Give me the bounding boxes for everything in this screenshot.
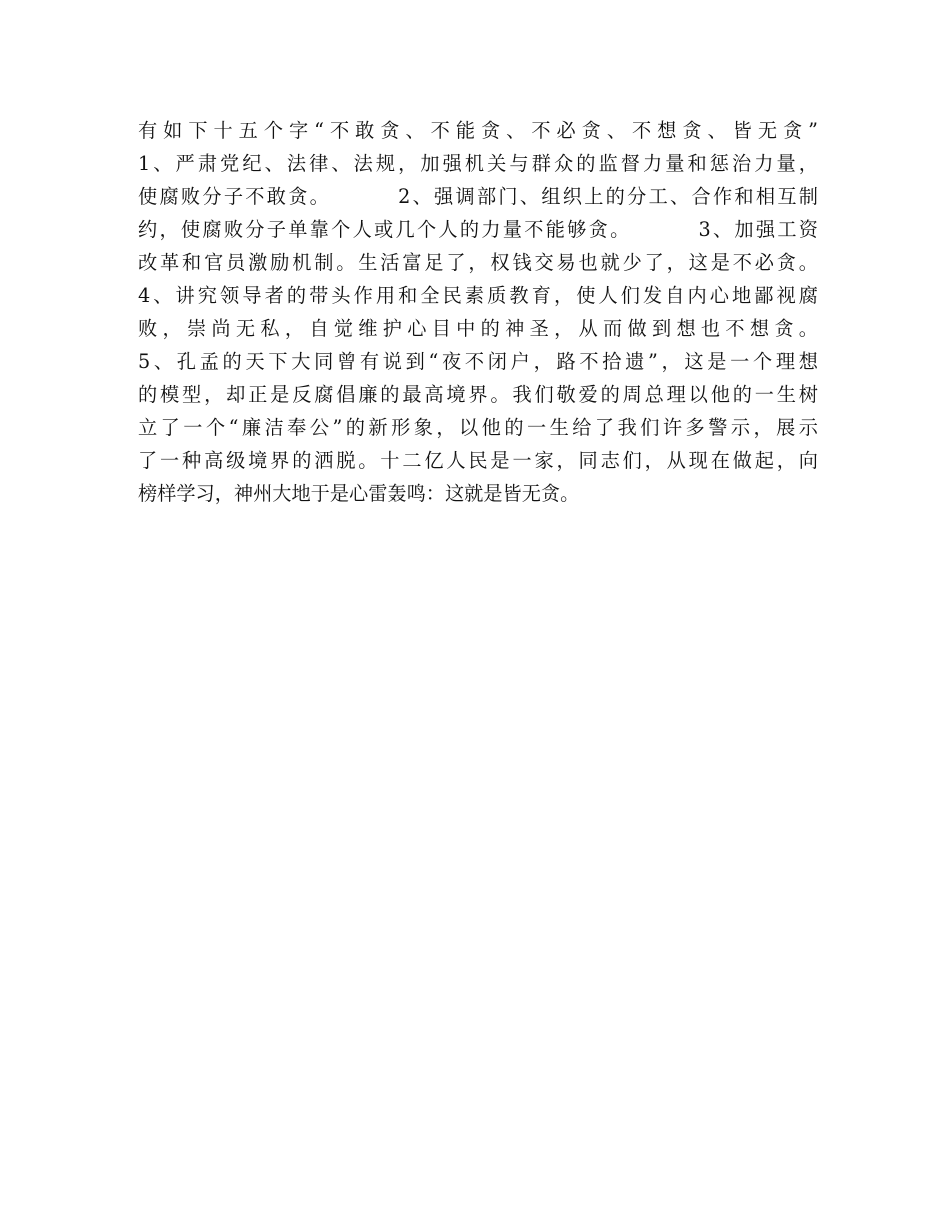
text-line-1: 有如下十五个字“不敢贪、不能贪、不必贪、不想贪、皆无贪”	[138, 119, 818, 142]
text-line-4: 约，使腐败分子单靠个人或几个人的力量不能够贪。 3、加强工资	[138, 218, 818, 241]
text-line-10: 立了一个“廉洁奉公”的新形象，以他的一生给了我们许多警示，展示	[138, 416, 818, 439]
text-line-9: 的模型，却正是反腐倡廉的最高境界。我们敬爱的周总理以他的一生树	[138, 383, 818, 406]
text-line-3: 使腐败分子不敢贪。 2、强调部门、组织上的分工、合作和相互制	[138, 185, 818, 208]
text-line-11: 了一种高级境界的洒脱。十二亿人民是一家，同志们，从现在做起，向	[138, 449, 818, 472]
text-line-7: 败，崇尚无私，自觉维护心目中的神圣，从而做到想也不想贪。	[138, 317, 818, 340]
text-line-8: 5、孔孟的天下大同曾有说到“夜不闭户，路不拾遗”，这是一个理想	[138, 350, 818, 373]
body-paragraph	[138, 114, 818, 510]
text-line-5: 改革和官员激励机制。生活富足了，权钱交易也就少了，这是不必贪。	[138, 251, 818, 274]
text-line-2: 1、严肃党纪、法律、法规，加强机关与群众的监督力量和惩治力量，	[138, 152, 818, 175]
text-line-12: 榜样学习，神州大地于是心雷轰鸣：这就是皆无贪。	[138, 482, 580, 505]
text-line-6: 4、讲究领导者的带头作用和全民素质教育，使人们发自内心地鄙视腐	[138, 284, 818, 307]
